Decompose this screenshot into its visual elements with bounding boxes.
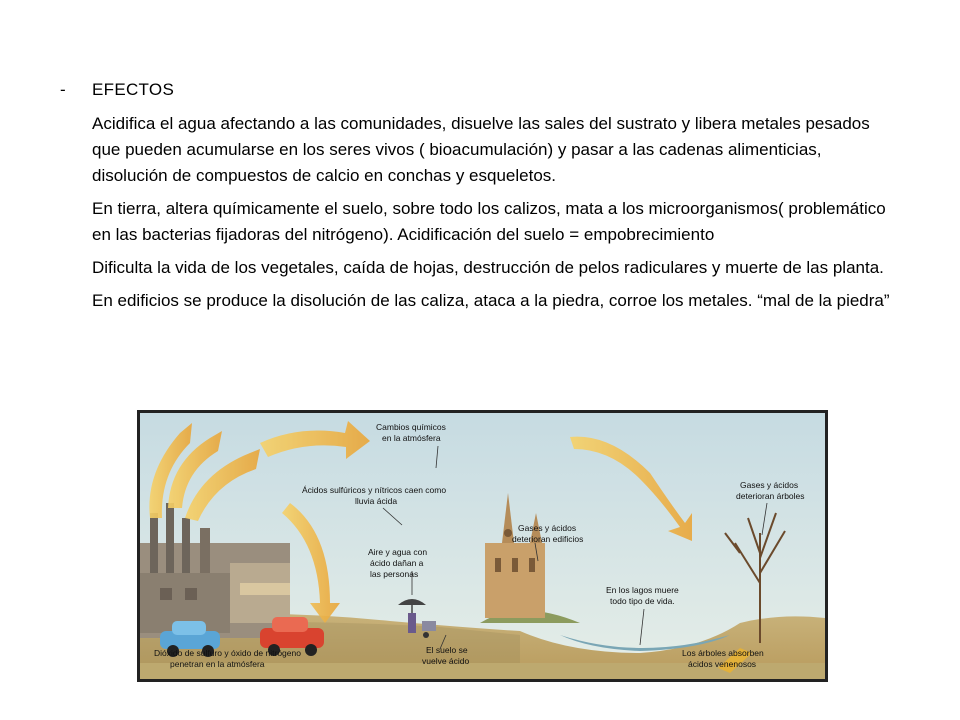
label-chemical-changes-1: Cambios químicos [376,422,446,432]
paragraph-buildings: En edificios se produce la disolución de las caliza, ataca a la piedra, corroe los metales. “mal de la piedra” [92,291,890,310]
label-emissions-2: penetran en la atmósfera [170,659,265,669]
acid-rain-diagram [137,410,828,682]
label-trees-2: deterioran árboles [736,491,805,501]
label-lakes-1: En los lagos muere [606,585,679,595]
label-soil-2: vuelve ácido [422,656,470,666]
label-acid-rain-2: lluvia ácida [355,496,398,506]
label-lakes-2: todo tipo de vida. [610,596,675,606]
label-trees-1: Gases y ácidos [740,480,799,490]
paragraph-plants: Dificulta la vida de los vegetales, caída de hojas, destrucción de pelos radiculares y muerte de las planta. [92,258,884,277]
acid-rain-illustration [140,413,825,679]
label-buildings-2: deterioran edificios [512,534,584,544]
paragraph-soil: En tierra, altera químicamente el suelo, sobre todo los calizos, mata a los microorganismos( problemático en las bacterias fijadoras del nitrógeno). Acidificación del suelo = empobrecimiento [92,199,886,244]
label-emissions-1: Dióxido de sulfuro y óxido de nitrógeno [154,648,301,658]
label-soil-1: El suelo se [426,645,468,655]
label-people-1: Aire y agua con [368,547,428,557]
label-buildings-1: Gases y ácidos [518,523,577,533]
label-roots-2: ácidos venenosos [688,659,757,669]
label-chemical-changes-2: en la atmósfera [382,433,441,443]
paragraph-water: Acidifica el agua afectando a las comunidades, disuelve las sales del sustrato y libera metales pesados que pueden acumularse en los seres vivos ( bioacumulación) y pasar a las cadenas alimenticias, disolución de compuestos de calcio en conchas y esqueletos. [92,114,870,185]
label-people-2: ácido dañan a [370,558,424,568]
label-acid-rain-1: Ácidos sulfúricos y nítricos caen como [302,485,447,495]
label-roots-1: Los árboles absorben [682,648,764,658]
section-heading: EFECTOS [92,80,175,99]
label-people-3: las personas [370,569,419,579]
bullet-dash: - [60,80,66,99]
body-text [92,111,892,321]
